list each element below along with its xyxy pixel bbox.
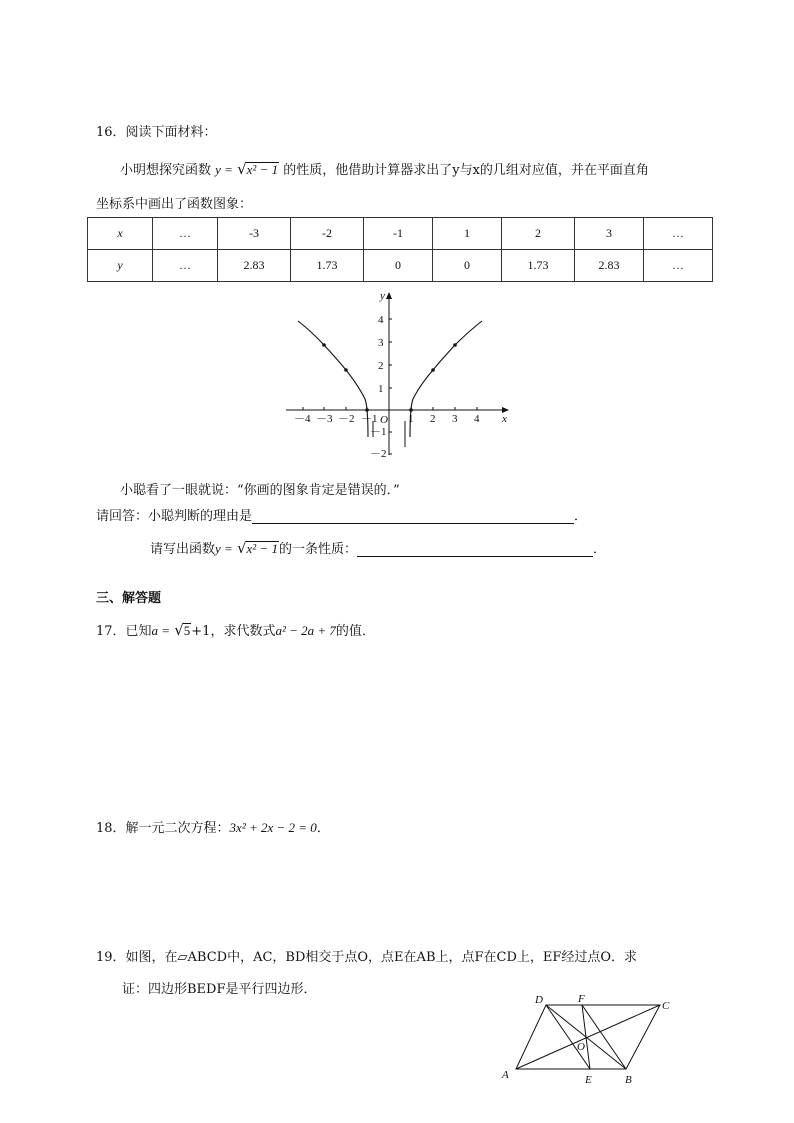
q18-post: ． bbox=[316, 821, 330, 836]
q17-radicand: 5 bbox=[183, 623, 191, 638]
q16-func-radicand: x² − 1 bbox=[246, 162, 279, 177]
origin-label: O bbox=[380, 414, 388, 426]
q19-line2: 证：四边形BEDF是平行四边形． bbox=[122, 982, 317, 997]
q16-intro-line2: 坐标系中画出了函数图象： bbox=[96, 197, 253, 212]
y-axis-label: y bbox=[380, 290, 385, 302]
x-tick-label: 2 bbox=[430, 413, 436, 425]
table-cell: 3 bbox=[575, 218, 644, 250]
x-tick-label: 1 bbox=[408, 413, 414, 425]
q16-answer1 bbox=[96, 505, 587, 524]
q17-expression: a² − 2a + 7 bbox=[275, 623, 336, 638]
table-cell: … bbox=[644, 218, 713, 250]
point-label: D bbox=[535, 994, 543, 1006]
point-label: A bbox=[502, 1069, 509, 1081]
x-tick-label: －1 bbox=[361, 413, 378, 425]
table-cell: 1.73 bbox=[502, 250, 575, 282]
table-row-y bbox=[88, 250, 713, 282]
answer1-blank[interactable] bbox=[252, 509, 574, 524]
radical-sign: √ bbox=[236, 539, 247, 557]
table-cell: 2.83 bbox=[575, 250, 644, 282]
q16-answer2-pre: 请写出函数 bbox=[150, 542, 216, 557]
table-cell: 0 bbox=[433, 250, 502, 282]
q16-func-lhs: y = bbox=[215, 541, 233, 556]
table-cell: … bbox=[153, 218, 218, 250]
q16-remark: 小聪看了一眼就说：“你画的图象肯定是错误的．” bbox=[120, 483, 400, 498]
point-label: C bbox=[662, 1000, 670, 1012]
table-cell: -3 bbox=[218, 218, 291, 250]
table-cell: … bbox=[644, 250, 713, 282]
value-table bbox=[87, 217, 713, 282]
q16-answer2 bbox=[150, 538, 606, 557]
q18-text bbox=[96, 817, 330, 836]
x-tick-label: －3 bbox=[316, 413, 333, 425]
data-point bbox=[431, 368, 435, 372]
table-cell: -2 bbox=[291, 218, 364, 250]
data-point bbox=[409, 408, 413, 412]
q18-pre: 18．解一元二次方程： bbox=[96, 821, 230, 836]
y-tick-label: －1 bbox=[370, 426, 387, 438]
data-point bbox=[344, 368, 348, 372]
table-row-x bbox=[88, 218, 713, 250]
function-graph bbox=[282, 287, 514, 457]
point-label: B bbox=[625, 1074, 632, 1086]
data-point bbox=[322, 343, 326, 347]
q16-intro-post: 的性质，他借助计算器求出了y与x的几组对应值，并在平面直角 bbox=[283, 163, 649, 178]
x-axis-label: x bbox=[502, 413, 507, 425]
table-header-x: x bbox=[88, 218, 153, 250]
table-cell: 1 bbox=[433, 218, 502, 250]
y-tick-label: 4 bbox=[378, 314, 384, 326]
point-label: E bbox=[585, 1074, 592, 1086]
section-title: 三、解答题 bbox=[96, 591, 162, 606]
q17-a-eq: a = bbox=[151, 623, 171, 638]
q16-func-radicand: x² − 1 bbox=[246, 541, 278, 556]
data-point bbox=[453, 343, 457, 347]
x-tick-label: －2 bbox=[338, 413, 355, 425]
y-tick-label: 2 bbox=[378, 360, 384, 372]
table-cell: 1.73 bbox=[291, 250, 364, 282]
table-cell: -1 bbox=[364, 218, 433, 250]
q17-post: 的值． bbox=[335, 624, 375, 639]
y-tick-label: 3 bbox=[378, 337, 384, 349]
x-tick-label: 4 bbox=[474, 413, 480, 425]
table-cell: … bbox=[153, 250, 218, 282]
point-label: O bbox=[577, 1041, 585, 1053]
parallelogram-figure bbox=[498, 990, 684, 1090]
right-branch-curve bbox=[410, 321, 482, 437]
q16-answer2-post: 的一条性质： bbox=[278, 542, 357, 557]
q16-intro-pre: 小明想探究函数 bbox=[120, 163, 212, 178]
q16-intro-line1 bbox=[120, 159, 649, 178]
y-tick-label: －2 bbox=[370, 448, 387, 457]
table-cell: 0 bbox=[364, 250, 433, 282]
q18-equation: 3x² + 2x − 2 = 0 bbox=[229, 820, 317, 835]
q17-text bbox=[96, 620, 375, 639]
q17-plus: +1，求代数式 bbox=[191, 624, 276, 639]
q16-heading: 16．阅读下面材料： bbox=[96, 125, 217, 140]
q19-line1: 19．如图，在▱ABCD中，AC，BD相交于点O，点E在AB上，点F在CD上，EF经过点O．求 bbox=[96, 950, 638, 965]
period: ． bbox=[574, 509, 588, 524]
radical-sign: √ bbox=[174, 621, 184, 639]
point-label: F bbox=[578, 993, 585, 1005]
q16-answer1-label: 请回答：小聪判断的理由是 bbox=[96, 509, 253, 524]
radical-sign: √ bbox=[237, 160, 247, 178]
q17-pre: 17．已知 bbox=[96, 624, 152, 639]
period: ． bbox=[592, 542, 606, 557]
data-point bbox=[365, 408, 369, 412]
table-cell: 2 bbox=[502, 218, 575, 250]
y-tick-label: 1 bbox=[378, 383, 384, 395]
answer2-blank[interactable] bbox=[357, 542, 593, 557]
table-cell: 2.83 bbox=[218, 250, 291, 282]
q16-func-lhs: y = bbox=[215, 162, 233, 177]
x-tick-label: －4 bbox=[294, 413, 311, 425]
x-tick-label: 3 bbox=[452, 413, 458, 425]
table-header-y: y bbox=[88, 250, 153, 282]
